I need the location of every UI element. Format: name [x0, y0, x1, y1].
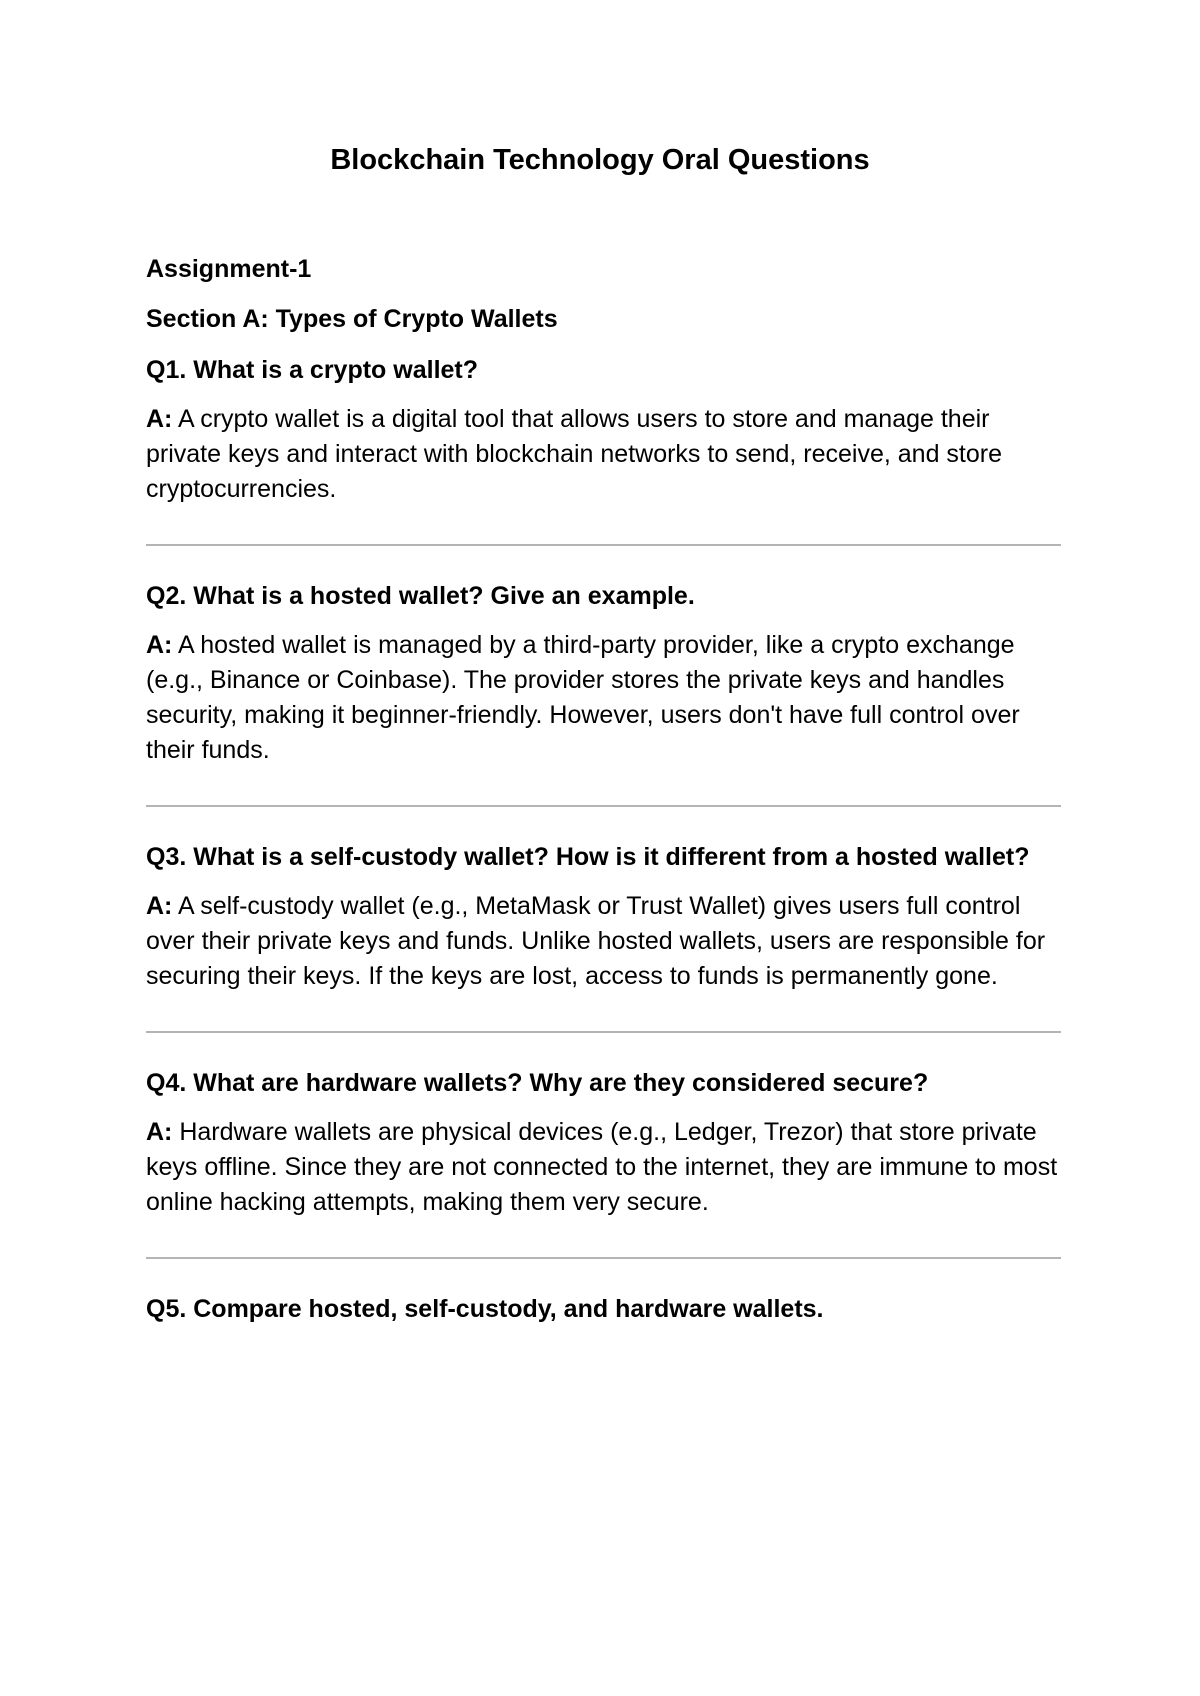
- answer-prefix: A:: [146, 631, 173, 659]
- answer-prefix: A:: [146, 1118, 173, 1146]
- answer-text: Hardware wallets are physical devices (e.g., Ledger, Trezor) that store private keys offline. Since they are not connected to the internet, they are immune to most online hacking attempts, making them very secure.: [146, 1118, 1058, 1216]
- answer-text: A hosted wallet is managed by a third-party provider, like a crypto exchange (e.g., Binance or Coinbase). The provider stores the private keys and handles security, making it beginner-friendly. However, users don't have full control over their funds.: [146, 631, 1020, 764]
- answer-3: [146, 889, 1061, 994]
- qa-block-4: [146, 1066, 1061, 1220]
- question-3: Q3. What is a self-custody wallet? How is it different from a hosted wallet?: [146, 843, 1030, 871]
- answer-prefix: A:: [146, 405, 173, 433]
- question-4: Q4. What are hardware wallets? Why are they considered secure?: [146, 1069, 929, 1097]
- answer-text: A crypto wallet is a digital tool that allows users to store and manage their private keys and interact with blockchain networks to send, receive, and store cryptocurrencies.: [146, 405, 1002, 503]
- document-title: Blockchain Technology Oral Questions: [330, 144, 870, 176]
- document-body: [146, 253, 1061, 1341]
- answer-prefix: A:: [146, 892, 173, 920]
- section-heading: Section A: Types of Crypto Wallets: [146, 305, 558, 333]
- answer-4: [146, 1115, 1061, 1220]
- question-5: Q5. Compare hosted, self-custody, and hardware wallets.: [146, 1295, 824, 1323]
- answer-text: A self-custody wallet (e.g., MetaMask or Trust Wallet) gives users full control over their private keys and funds. Unlike hosted wallets, users are responsible for securing their keys. If the keys are lost, access to funds is permanently gone.: [146, 892, 1046, 990]
- question-2: Q2. What is a hosted wallet? Give an example.: [146, 582, 695, 610]
- answer-1: [146, 402, 1061, 507]
- qa-block-3: [146, 840, 1061, 994]
- qa-block-5: [146, 1292, 1061, 1326]
- divider: [146, 1031, 1061, 1033]
- answer-2: [146, 628, 1061, 768]
- qa-block-2: [146, 579, 1061, 768]
- qa-block-1: [146, 353, 1061, 507]
- question-1: Q1. What is a crypto wallet?: [146, 356, 479, 384]
- divider: [146, 805, 1061, 807]
- assignment-heading: Assignment-1: [146, 255, 312, 283]
- divider: [146, 544, 1061, 546]
- divider: [146, 1257, 1061, 1259]
